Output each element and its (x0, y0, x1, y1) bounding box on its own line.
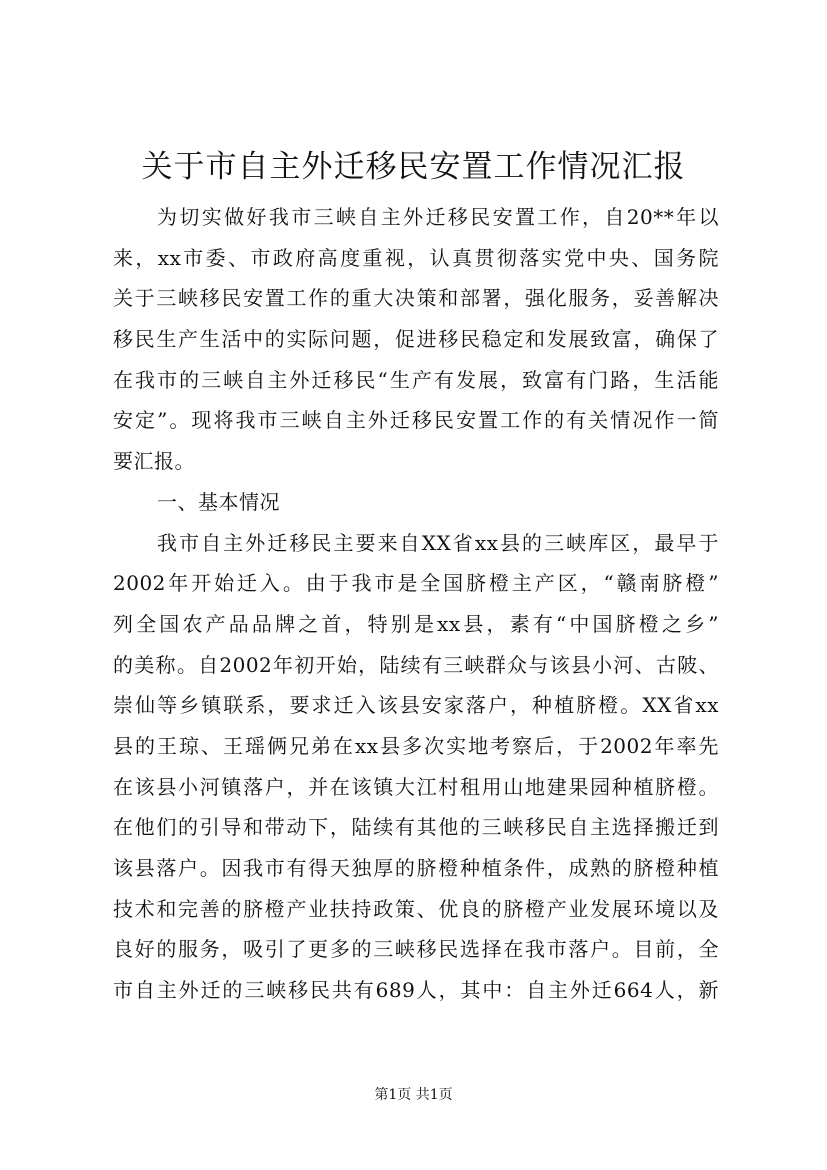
paragraph-line: 为切实做好我市三峡自主外迁移民安置工作，自20**年以 (157, 205, 719, 229)
paragraph-line: 崇仙等乡镇联系，要求迁入该县安家落户，种植脐橙。XX省xx (113, 693, 719, 718)
paragraph-line: 该县落户。因我市有得天独厚的脐橙种植条件，成熟的脐橙种植 (113, 856, 719, 880)
paragraph-line: 安定”。现将我市三峡自主外迁移民安置工作的有关情况作一简 (113, 408, 719, 433)
paragraph-line: 列全国农产品品牌之首，特别是xx县，素有“中国脐橙之乡” (113, 611, 719, 636)
paragraph-line: 县的王琼、王瑶俩兄弟在xx县多次实地考察后，于2002年率先 (113, 733, 719, 758)
paragraph-line: 市自主外迁的三峡移民共有689人，其中：自主外迁664人，新 (113, 978, 719, 1003)
paragraph-line: 移民生产生活中的实际问题，促进移民稳定和发展致富，确保了 (113, 327, 719, 352)
paragraph-line: 在他们的引导和带动下，陆续有其他的三峡移民自主选择搬迁到 (113, 815, 719, 840)
paragraph-line: 在我市的三峡自主外迁移民“生产有发展，致富有门路，生活能 (113, 367, 719, 392)
paragraph-line: 良好的服务，吸引了更多的三峡移民选择在我市落户。目前，全 (113, 937, 719, 962)
paragraph-line: 要汇报。 (113, 449, 195, 474)
page-footer: 第1页 共1页 (374, 1087, 453, 1103)
document-body (113, 197, 719, 1011)
paragraph-line: 的美称。自2002年初开始，陆续有三峡群众与该县小河、古陂、 (113, 652, 719, 677)
paragraph-line: 2002年开始迁入。由于我市是全国脐橙主产区，“赣南脐橙” (113, 571, 719, 596)
paragraph-line: 来，xx市委、市政府高度重视，认真贯彻落实党中央、国务院 (113, 245, 719, 270)
paragraph-line: 在该县小河镇落户，并在该镇大江村租用山地建果园种植脐橙。 (113, 774, 719, 799)
paragraph-line: 关于三峡移民安置工作的重大决策和部署，强化服务，妥善解决 (113, 286, 719, 311)
document-title: 关于市自主外迁移民安置工作情况汇报 (141, 149, 686, 185)
paragraph-line: 技术和完善的脐橙产业扶持政策、优良的脐橙产业发展环境以及 (113, 896, 719, 921)
section-heading: 一、基本情况 (157, 489, 280, 514)
paragraph-line: 我市自主外迁移民主要来自XX省xx县的三峡库区，最早于 (157, 530, 719, 555)
